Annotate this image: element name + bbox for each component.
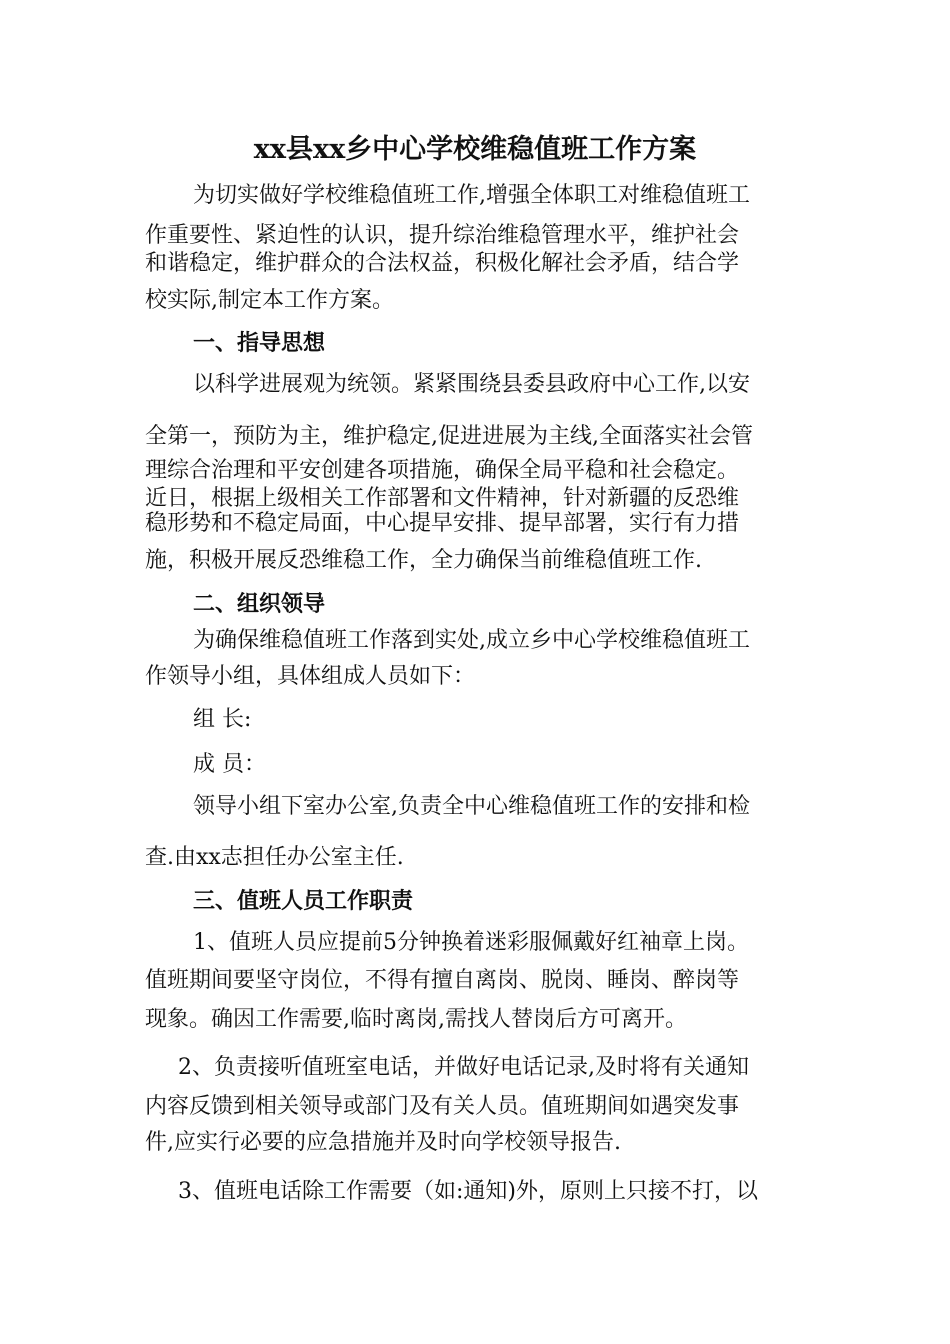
paragraph-intro-line: 作重要性、紧迫性的认识，提升综治维稳管理水平，维护社会 xyxy=(145,223,740,248)
section-heading-organization: 二、组织领导 xyxy=(193,591,326,617)
duty-item-2-line: 件,应实行必要的应急措施并及时向学校领导报告. xyxy=(145,1130,621,1155)
paragraph-office-line: 领导小组下室办公室,负责全中心维稳值班工作的安排和检 xyxy=(193,794,750,819)
paragraph-intro-line: 为切实做好学校维稳值班工作,增强全体职工对维稳值班工 xyxy=(193,183,750,208)
duty-item-3-line: 3、值班电话除工作需要（如:通知)外，原则上只接不打，以 xyxy=(178,1179,758,1204)
duty-item-1-line: 1、值班人员应提前5分钟换着迷彩服佩戴好红袖章上岗。 xyxy=(193,930,749,955)
group-members-label: 成 员： xyxy=(193,752,266,777)
duty-item-1-line: 值班期间要坚守岗位，不得有擅自离岗、脱岗、睡岗、醉岗等 xyxy=(145,968,740,993)
duty-item-2-line: 2、负责接听值班室电话，并做好电话记录,及时将有关通知 xyxy=(178,1055,749,1080)
paragraph-intro-line: 校实际,制定本工作方案。 xyxy=(145,288,394,313)
paragraph-office-line: 查.由xx志担任办公室主任. xyxy=(145,845,404,870)
paragraph-guiding-line: 近日，根据上级相关工作部署和文件精神，针对新疆的反恐维 xyxy=(145,486,740,511)
duty-item-2-line: 内容反馈到相关领导或部门及有关人员。值班期间如遇突发事 xyxy=(145,1094,740,1119)
duty-item-1-line: 现象。确因工作需要,临时离岗,需找人替岗后方可离开。 xyxy=(145,1007,687,1032)
paragraph-guiding-line: 以科学进展观为统领。紧紧围绕县委县政府中心工作,以安 xyxy=(193,372,750,397)
paragraph-intro-line: 和谐稳定，维护群众的合法权益，积极化解社会矛盾，结合学 xyxy=(145,251,740,276)
paragraph-organization-line: 作领导小组，具体组成人员如下： xyxy=(145,664,476,689)
section-heading-duty-responsibilities: 三、值班人员工作职责 xyxy=(193,888,414,914)
paragraph-organization-line: 为确保维稳值班工作落到实处,成立乡中心学校维稳值班工 xyxy=(193,628,750,653)
document-title: xx县xx乡中心学校维稳值班工作方案 xyxy=(253,134,697,165)
section-heading-guiding-ideology: 一、指导思想 xyxy=(193,330,326,356)
paragraph-guiding-line: 施，积极开展反恐维稳工作，全力确保当前维稳值班工作. xyxy=(145,548,702,573)
paragraph-guiding-line: 理综合治理和平安创建各项措施，确保全局平稳和社会稳定。 xyxy=(145,458,740,483)
paragraph-guiding-line: 稳形势和不稳定局面，中心提早安排、提早部署，实行有力措 xyxy=(145,511,740,536)
group-leader-label: 组 长: xyxy=(193,707,252,732)
paragraph-guiding-line: 全第一，预防为主，维护稳定,促进进展为主线,全面落实社会管 xyxy=(145,424,753,449)
